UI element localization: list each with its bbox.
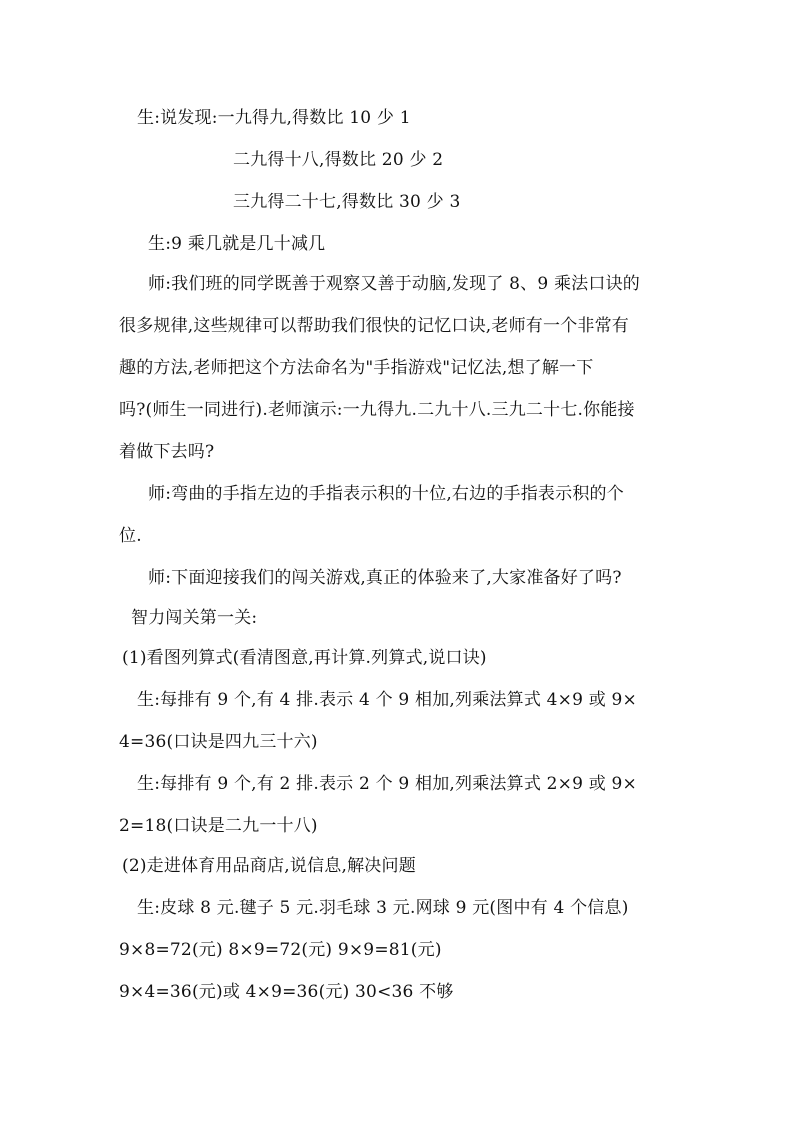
text-line-3: 三九得二十七,得数比 30 少 3 (233, 192, 461, 212)
text-line-21: 9×8=72(元) 8×9=72(元) 9×9=81(元) (119, 940, 442, 960)
text-line-22: 9×4=36(元)或 4×9=36(元) 30<36 不够 (119, 982, 454, 1002)
text-line-11: 位. (119, 526, 142, 546)
text-line-20: 生:皮球 8 元.毽子 5 元.羽毛球 3 元.网球 9 元(图中有 4 个信息) (137, 898, 629, 918)
text-line-15: 生:每排有 9 个,有 4 排.表示 4 个 9 相加,列乘法算式 4×9 或 9× (137, 690, 637, 710)
text-line-14: (1)看图列算式(看清图意,再计算.列算式,说口诀) (122, 648, 487, 668)
text-line-6: 很多规律,这些规律可以帮助我们很快的记忆口诀,老师有一个非常有 (119, 316, 630, 336)
text-line-13: 智力闯关第一关: (131, 608, 258, 628)
text-line-19: (2)走进体育用品商店,说信息,解决问题 (122, 856, 416, 876)
text-line-10: 师:弯曲的手指左边的手指表示积的十位,右边的手指表示积的个 (148, 484, 624, 504)
text-line-17: 生:每排有 9 个,有 2 排.表示 2 个 9 相加,列乘法算式 2×9 或 9× (137, 774, 637, 794)
text-line-12: 师:下面迎接我们的闯关游戏,真正的体验来了,大家准备好了吗? (148, 568, 622, 588)
text-line-1: 生:说发现:一九得九,得数比 10 少 1 (137, 108, 411, 128)
text-line-2: 二九得十八,得数比 20 少 2 (233, 150, 444, 170)
text-line-8: 吗?(师生一同进行).老师演示:一九得九.二九十八.三九二十七.你能接 (119, 400, 635, 420)
text-line-5: 师:我们班的同学既善于观察又善于动脑,发现了 8、9 乘法口诀的 (148, 274, 640, 294)
text-line-16: 4=36(口诀是四九三十六) (119, 732, 318, 752)
text-line-9: 着做下去吗? (119, 442, 215, 462)
text-line-7: 趣的方法,老师把这个方法命名为"手指游戏"记忆法,想了解一下 (119, 358, 594, 378)
text-line-4: 生:9 乘几就是几十减几 (148, 234, 326, 254)
text-line-18: 2=18(口诀是二九一十八) (119, 816, 318, 836)
